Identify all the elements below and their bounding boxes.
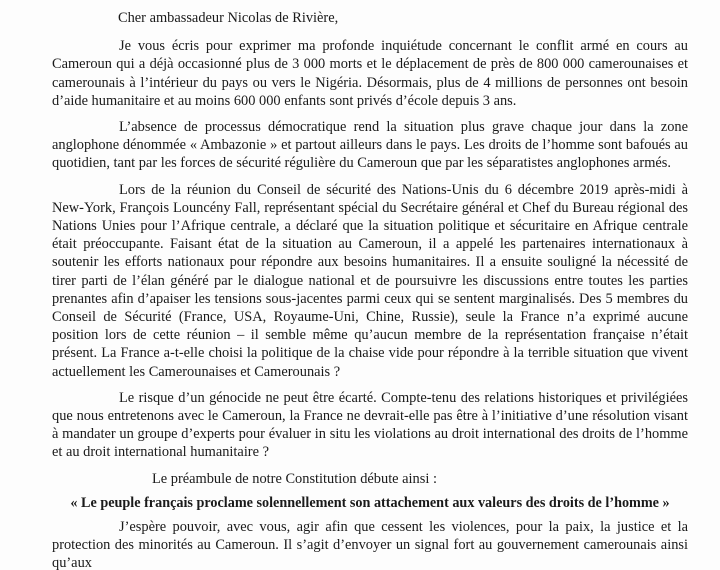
salutation: Cher ambassadeur Nicolas de Rivière,: [118, 10, 339, 26]
constitution-intro: Le préambule de notre Constitution débute ainsi :: [152, 470, 437, 487]
letter-body: [52, 9, 688, 570]
paragraph-security-council: Lors de la réunion du Conseil de sécurité des Nations-Unis du 6 décembre 2019 après-midi à New-York, François Louncény Fall, représentant spécial du Secrétaire général et Chef du Bureau régional des Nations Unies pour l’Afrique centrale, a déclaré que la situation politique et sécuritaire en Afrique centrale était préoccupante. Faisant état de la situation au Cameroun, il a appelé les partenaires internationaux à soutenir les efforts nationaux pour répondre aux besoins humanitaires. Il a ensuite souligné la nécessité de tirer parti de l’élan généré par le dialogue national et de poursuivre les discussions entre toutes les parties prenantes afin d’apaiser les tensions sous-jacentes parmi ceux qui se sentent marginalisés. Des 5 membres du Conseil de Sécurité (France, USA, Royaume-Uni, Chine, Russie), seule la France n’a exprimé aucune position lors de cette réunion – il semble même qu’aucun membre de la représentation française n’était présent. La France a-t-elle choisi la politique de la chaise vide pour répondre à la terrible situation que vivent actuellement les Camerounaises et Camerounais ?: [52, 181, 688, 380]
constitution-quote: « Le peuple français proclame solennellement son attachement aux valeurs des droits de l’homme »: [70, 494, 670, 511]
paragraph-closing: J’espère pouvoir, avec vous, agir afin que cessent les violences, pour la paix, la justice et la protection des minorités au Cameroun. Il s’agit d’envoyer un signal fort au gouvernement camerounais ainsi qu’aux: [52, 519, 688, 570]
paragraph-genocide-risk: Le risque d’un génocide ne peut être écarté. Compte-tenu des relations historiques et privilégiées que nous entretenons avec le Cameroun, la France ne devrait-elle pas être à l’initiative d’une résolution visant à mandater un groupe d’experts pour évaluer in situ les violations au droit international des droits de l’homme et au droit international humanitaire ?: [52, 389, 688, 461]
paragraph-democracy: L’absence de processus démocratique rend la situation plus grave chaque jour dans la zone anglophone dénommée « Ambazonie » et partout ailleurs dans le pays. Les droits de l’homme sont bafoués au quotidien, tant par les forces de sécurité régulière du Cameroun que par les séparatistes anglophones armés.: [52, 119, 688, 172]
paragraph-conflict: Je vous écris pour exprimer ma profonde inquiétude concernant le conflit armé en cours au Cameroun qui a déjà occasionné plus de 3 000 morts et le déplacement de près de 800 000 camerounaises et camerounais à l’intérieur du pays ou vers le Nigéria. Désormais, plus de 4 millions de personnes ont besoin d’aide humanitaire et au moins 600 000 enfants sont privés d’école depuis 3 ans.: [52, 38, 688, 109]
